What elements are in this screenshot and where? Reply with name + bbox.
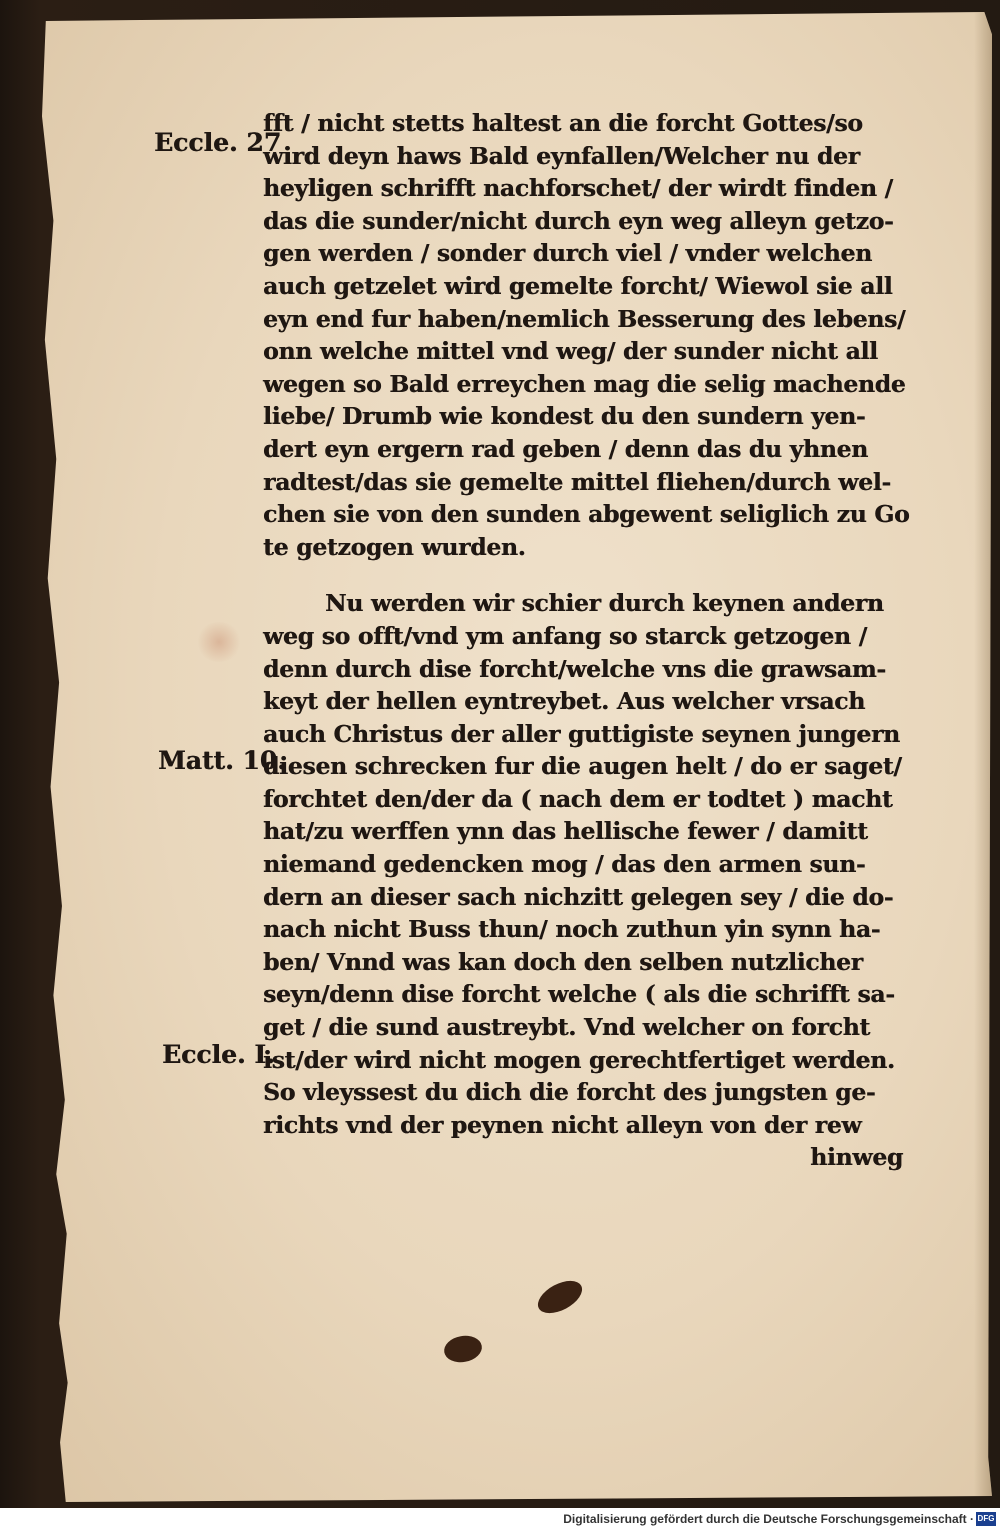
text-line: auch Christus der aller guttigiste seynen jungern xyxy=(263,719,900,748)
text-line: niemand gedencken mog / das den armen sun- xyxy=(263,850,866,879)
margin-note-eccle-27: Eccle. 27 xyxy=(154,128,282,157)
text-line: get / die sund austreybt. Vnd welcher on forcht xyxy=(263,1013,870,1042)
text-line: te getzogen wurden. xyxy=(263,532,526,561)
dfg-logo[interactable]: DFG xyxy=(976,1512,996,1526)
text-line: keyt der hellen eyntreybet. Aus welcher vrsach xyxy=(263,687,865,716)
text-line: wird deyn haws Bald eynfallen/Welcher nu der xyxy=(263,141,860,170)
funding-notice: Digitalisierung gefördert durch die Deutsche Forschungsgemeinschaft · xyxy=(563,1512,974,1526)
text-line: fft / nicht stetts haltest an die forcht Gottes/so xyxy=(263,109,863,137)
text-line: So vleyssest du dich die forcht des jungsten ge- xyxy=(263,1078,876,1107)
catchword: hinweg xyxy=(810,1143,903,1172)
footer-bar xyxy=(0,1508,1000,1531)
text-line: Nu werden wir schier durch keynen andern xyxy=(325,589,884,618)
text-line: richts vnd der peynen nicht alleyn von der rew xyxy=(263,1110,862,1139)
paragraph-1 xyxy=(263,107,910,563)
text-line: nach nicht Buss thun/ noch zuthun yin synn ha- xyxy=(263,915,881,944)
text-line: wegen so Bald erreychen mag die selig machende xyxy=(263,369,906,398)
margin-note-matt-10: Matt. 10. xyxy=(158,746,286,775)
page-stain-faded xyxy=(196,622,242,662)
text-line: chen sie von den sunden abgewent seliglich zu Go xyxy=(263,500,910,529)
text-line: heyligen schrifft nachforschet/ der wirdt finden / xyxy=(263,174,893,203)
body-text xyxy=(263,107,910,1174)
text-line: hat/zu werffen ynn das hellische fewer / damitt xyxy=(263,817,868,846)
paragraph-2 xyxy=(263,587,903,1174)
text-line: denn durch dise forcht/welche vns die grawsam- xyxy=(263,654,886,683)
text-line: seyn/denn dise forcht welche ( als die schrifft sa- xyxy=(263,980,895,1009)
text-line: onn welche mittel vnd weg/ der sunder nicht all xyxy=(263,337,878,366)
text-line: forchtet den/der da ( nach dem er todtet ) macht xyxy=(263,784,893,813)
text-line: ben/ Vnnd was kan doch den selben nutzlicher xyxy=(263,947,863,976)
text-line: diesen schrecken fur die augen helt / do er saget/ xyxy=(263,752,902,781)
text-line: liebe/ Drumb wie kondest du den sundern yen- xyxy=(263,402,866,431)
text-line: auch getzelet wird gemelte forcht/ Wiewol sie all xyxy=(263,271,893,300)
margin-note-eccle-1: Eccle. I. xyxy=(162,1040,275,1069)
text-line: radtest/das sie gemelte mittel fliehen/durch wel- xyxy=(263,467,891,496)
text-line: eyn end fur haben/nemlich Besserung des lebens/ xyxy=(263,304,906,333)
text-line: gen werden / sonder durch viel / vnder welchen xyxy=(263,239,872,268)
text-line: dern an dieser sach nichzitt gelegen sey / die do- xyxy=(263,882,894,911)
text-line: das die sunder/nicht durch eyn weg alleyn getzo- xyxy=(263,206,894,235)
paragraph-gap xyxy=(263,563,903,587)
text-line: ist/der wird nicht mogen gerechtfertiget werden. xyxy=(263,1045,895,1074)
text-line: weg so offt/vnd ym anfang so starck getzogen / xyxy=(263,621,867,650)
text-line: dert eyn ergern rad geben / denn das du yhnen xyxy=(263,434,868,463)
